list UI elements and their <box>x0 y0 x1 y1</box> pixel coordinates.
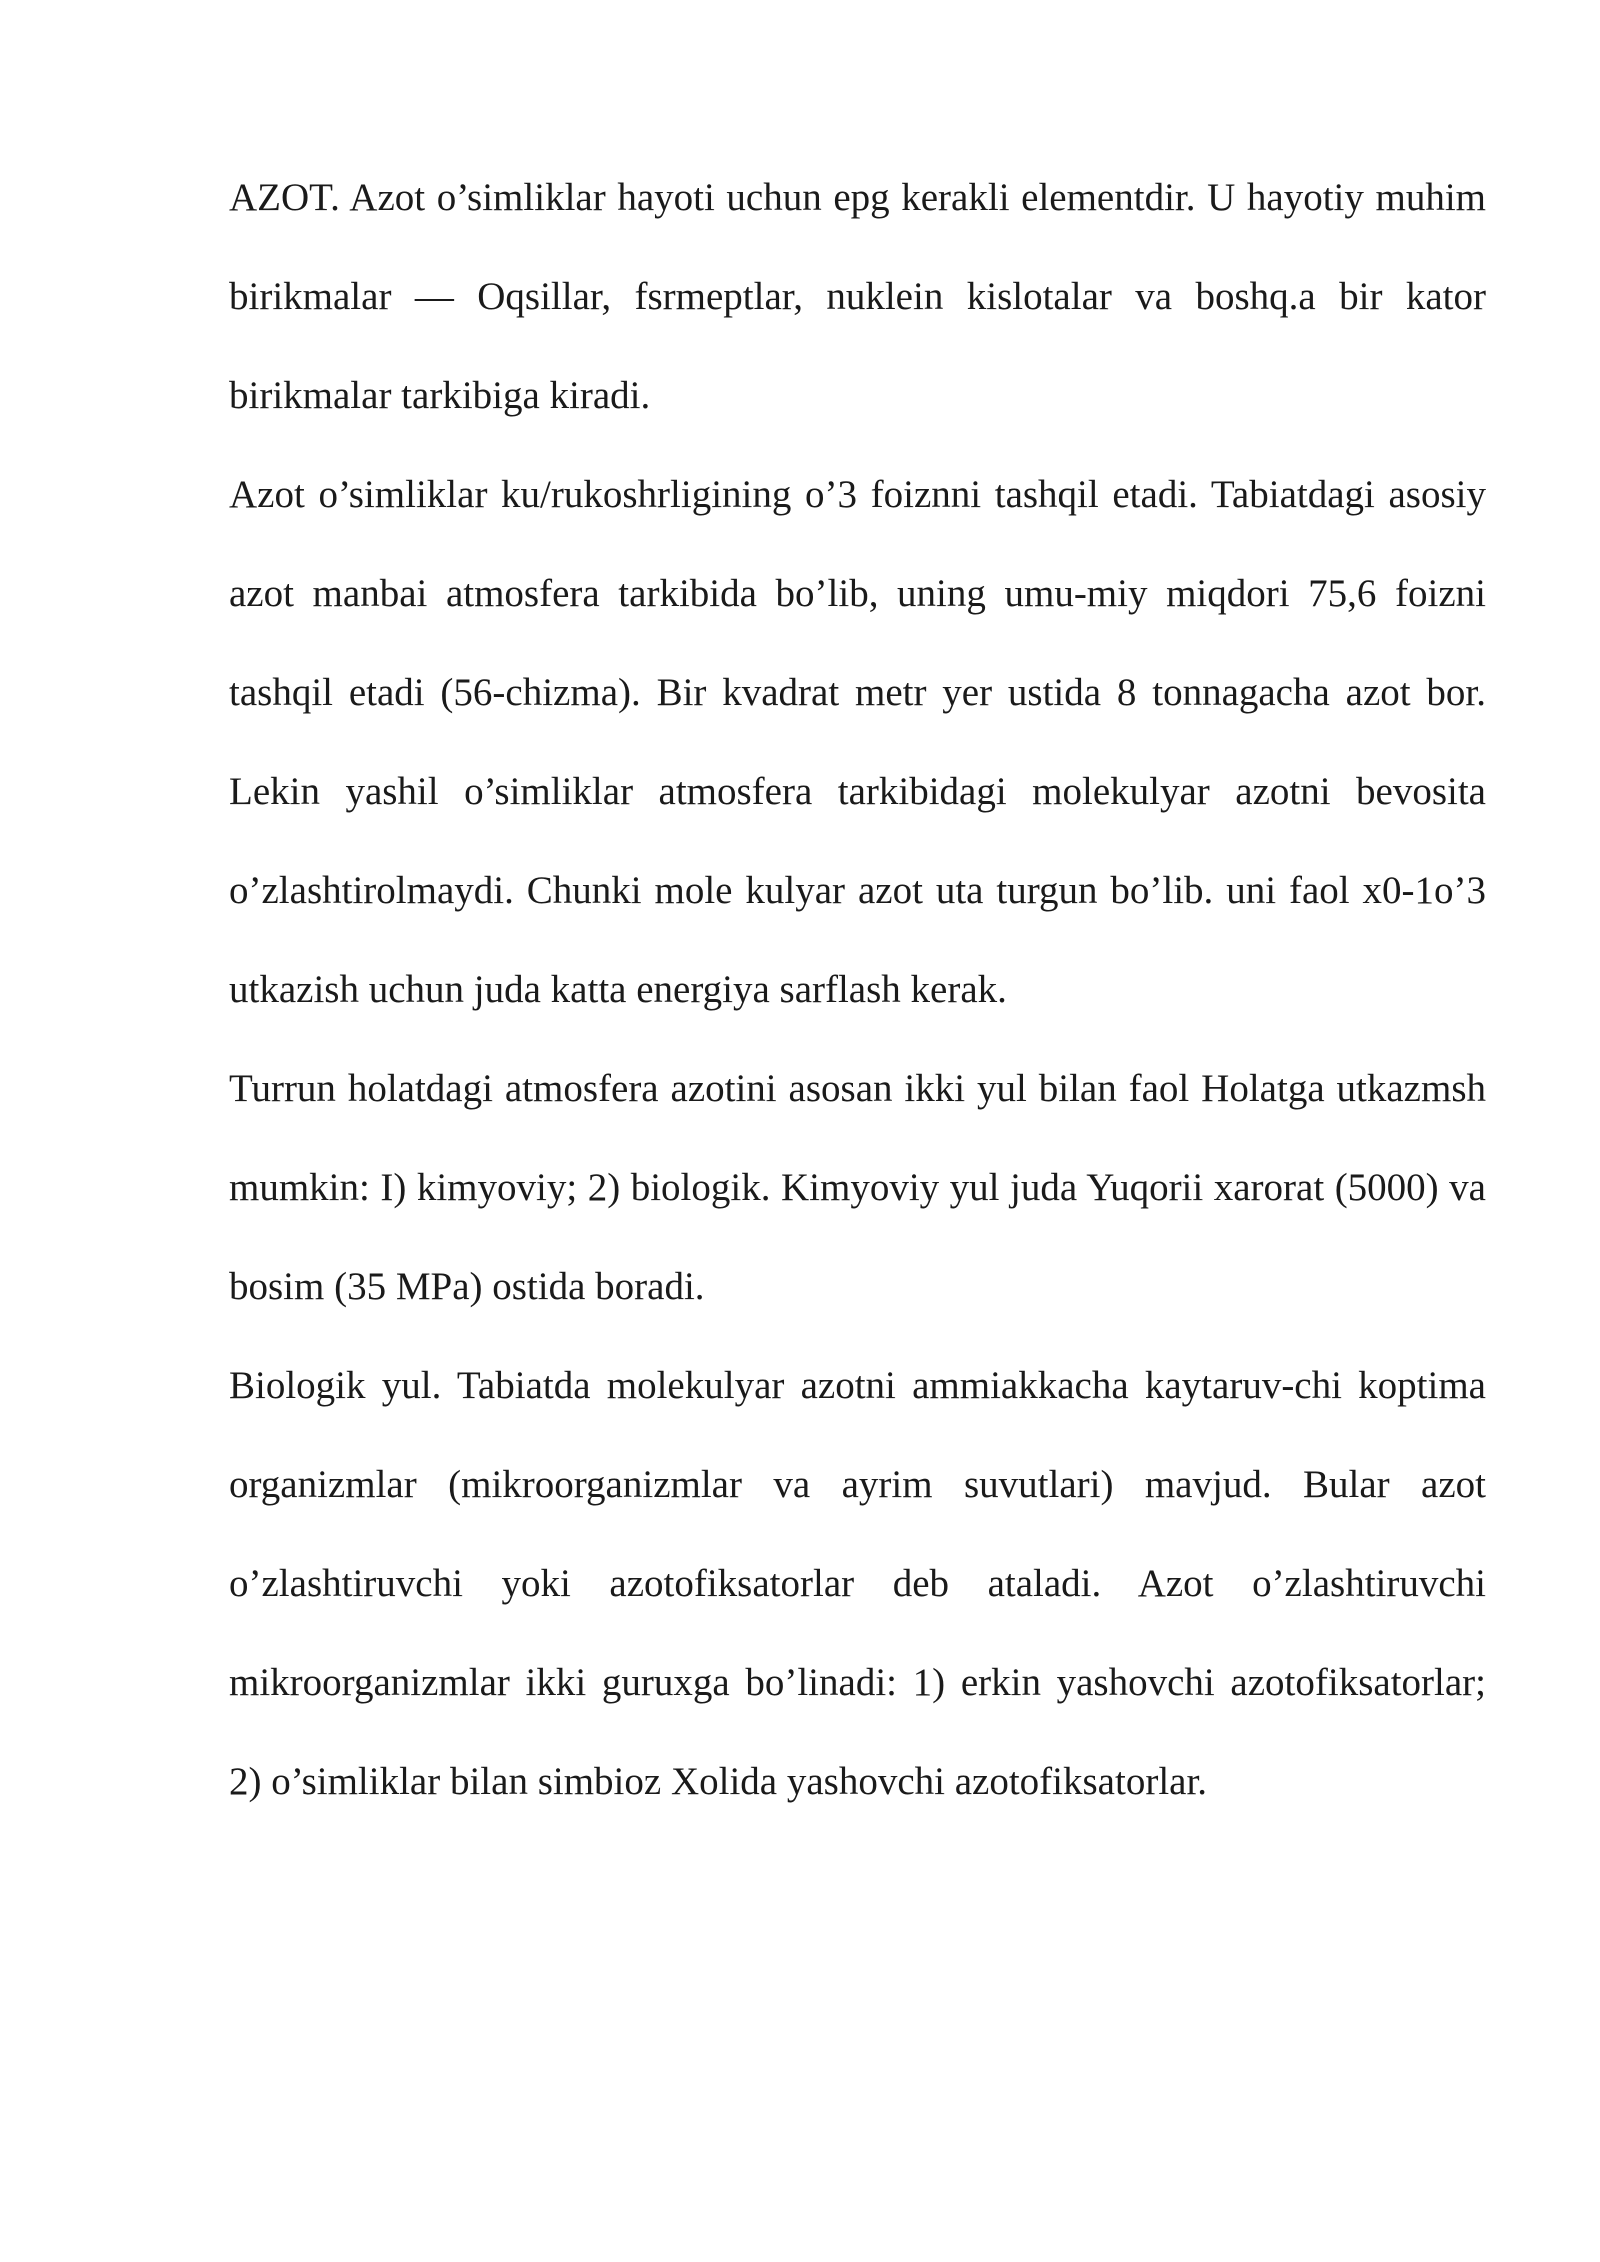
paragraph-azot-intro: AZOT. Azot o’simliklar hayoti uchun epg kerakli elementdir. U hayotiy muhim birikmalar — Oqsillar, fsrmeptlar, nuklein kislotalar va boshq.a bir kator birikmalar tarkibiga kiradi. <box>229 176 1486 417</box>
paragraph-azot-fixation-methods: Turrun holatdagi atmosfera azotini asosan ikki yul bilan faol Holatga utkazmsh mumkin: I) kimyoviy; 2) biologik. Kimyoviy yul juda Yuqorii xarorat (5000) va bosim (35 MPa) ostida boradi. <box>229 1067 1486 1308</box>
paragraph-azot-source: Azot o’simliklar ku/rukoshrligining o’3 foiznni tashqil etadi. Tabiatdagi asosiy azot manbai atmosfera tarkibida bo’lib, uning umu-miy miqdori 75,6 foizni tashqil etadi (56-chizma). Bir kvadrat metr yer ustida 8 tonnagacha azot bor. Lekin yashil o’simliklar atmosfera tarkibidagi molekulyar azotni bevosita o’zlashtirolmaydi. Chunki mole kulyar azot uta turgun bo’lib. uni faol x0-1o’3 utkazish uchun juda katta energiya sarflash kerak. <box>229 473 1486 1011</box>
paragraph-biological-path: Biologik yul. Tabiatda molekulyar azotni ammiakkacha kaytaruv-chi koptima organizmlar (mikroorganizmlar va ayrim suvutlari) mavjud. Bular azot o’zlashtiruvchi yoki azotofiksatorlar deb ataladi. Azot o’zlashtiruvchi mikroorganizmlar ikki guruxga bo’linadi: 1) erkin yashovchi azotofiksatorlar; 2) o’simliklar bilan simbioz Xolida yashovchi azotofiksatorlar. <box>229 1364 1486 1803</box>
document-body <box>229 148 1486 1831</box>
